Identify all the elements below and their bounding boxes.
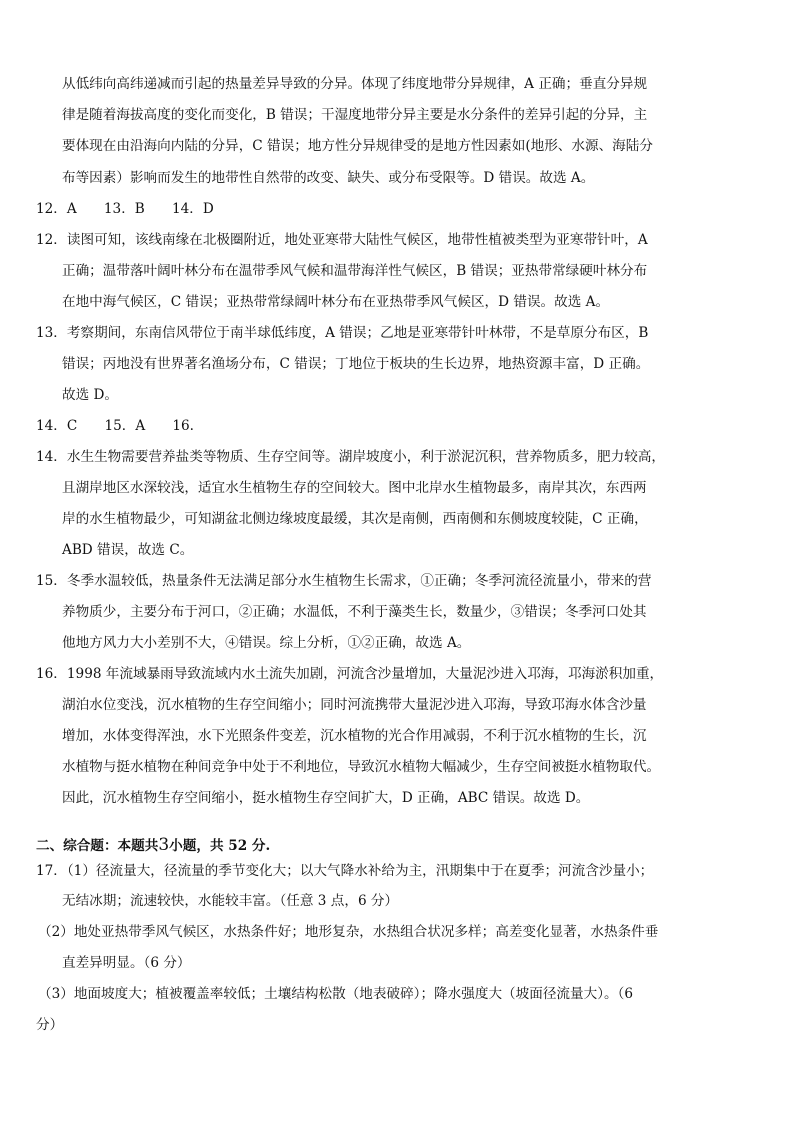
- text-line: 因此，沉水植物生存空间缩小，挺水植物生存空间扩大，D 正确，ABC 错误。故选 D。: [62, 790, 590, 806]
- section-question-count: 3: [158, 835, 170, 855]
- text-line: 直差异明显。（6 分）: [62, 955, 191, 971]
- text-line: 他地方风力大小差别不大，④错误。综上分析，①②正确，故选 A。: [62, 635, 471, 651]
- text-line: 岸的水生植物最少，可知湖盆北侧边缘坡度最缓，其次是南侧，西南侧和东侧坡度较陡，C 正确，: [62, 511, 648, 527]
- text-line: 且湖岸地区水深较浅，适宜水生植物生存的空间较大。图中北岸水生植物最多，南岸其次，东西两: [62, 480, 647, 496]
- text-line: 从低纬向高纬递减而引起的热量差异导致的分异。体现了纬度地带分异规律，A 正确；垂直分异规: [62, 76, 648, 92]
- text-line: 水植物与挺水植物在种间竞争中处于不利地位，导致沉水植物大幅减少，生存空间被挺水植物取代。: [62, 759, 661, 775]
- text-line: 17．（1）径流量大，径流量的季节变化大；以大气降水补给为主，汛期集中于在夏季；河流含沙量小；: [36, 863, 654, 879]
- text-line: 布等因素）影响而发生的地带性自然带的改变、缺失、或分布受限等。D 错误。故选 A。: [62, 170, 595, 186]
- text-line: （3）地面坡度大；植被覆盖率较低；土壤结构松散（地表破碎）；降水强度大（坡面径流量大）。（6: [38, 986, 634, 1002]
- text-line: 无结冰期；流速较快，水能较丰富。（任意 3 点，6 分）: [62, 893, 399, 909]
- text-line: 正确；温带落叶阔叶林分布在温带季风气候和温带海洋性气候区，B 错误；亚热带常绿硬叶林分布: [62, 263, 648, 279]
- text-line: 16．1998 年流域暴雨导致流域内水土流失加剧，河流含沙量增加，大量泥沙进入邛海，邛海淤积加重，: [36, 666, 664, 682]
- text-line: ABD 错误，故选 C。: [62, 542, 194, 558]
- text-line: 错误；丙地没有世界著名渔场分布，C 错误；丁地位于板块的生长边界，地热资源丰富，D 正确。: [62, 356, 650, 372]
- text-line: 湖泊水位变浅，沉水植物的生存空间缩小；同时河流携带大量泥沙进入邛海，导致邛海水体含沙量: [62, 697, 647, 713]
- text-line: 养物质少，主要分布于河口，②正确；水温低，不利于藻类生长，数量少，③错误；冬季河口处其: [62, 604, 647, 620]
- answer-key-line: 14．C 15．A 16.: [36, 418, 194, 434]
- text-line: 在地中海气候区，C 错误；亚热带常绿阔叶林分布在亚热带季风气候区，D 错误。故选 A。: [62, 294, 610, 310]
- section-heading-suffix: 小题，共 52 分.: [169, 838, 271, 854]
- text-line: （2）地处亚热带季风气候区，水热条件好；地形复杂，水热组合状况多样；高差变化显著，水热条件垂: [38, 924, 659, 940]
- text-line: 15．冬季水温较低，热量条件无法满足部分水生植物生长需求，①正确；冬季河流径流量小，带来的营: [36, 573, 652, 589]
- text-line: 要体现在由沿海向内陆的分异，C 错误；地方性分异规律受的是地方性因素如(地形、水源、海陆分: [62, 138, 653, 154]
- text-line: 律是随着海拔高度的变化而变化，B 错误；干湿度地带分异主要是水分条件的差异引起的分异，主: [62, 107, 648, 123]
- text-line: 13．考察期间，东南信风带位于南半球低纬度，A 错误；乙地是亚寒带针叶林带，不是草原分布区，B: [36, 325, 649, 341]
- text-line: 12．读图可知，该线南缘在北极圈附近，地处亚寒带大陆性气候区，地带性植被类型为亚寒带针叶，A: [36, 232, 648, 248]
- section-heading-prefix: 二、综合题：本题共: [36, 838, 159, 854]
- answer-key-line: 12．A 13．B 14．D: [36, 201, 214, 217]
- text-line: 分）: [36, 1017, 64, 1033]
- text-line: 增加，水体变得浑浊，水下光照条件变差，沉水植物的光合作用减弱，不利于沉水植物的生长，沉: [62, 728, 647, 744]
- section-heading: [36, 836, 270, 855]
- text-line: 故选 D。: [62, 387, 119, 403]
- text-line: 14．水生生物需要营养盐类等物质、生存空间等。湖岸坡度小，利于淤泥沉积，营养物质多，肥力较高，: [36, 449, 666, 465]
